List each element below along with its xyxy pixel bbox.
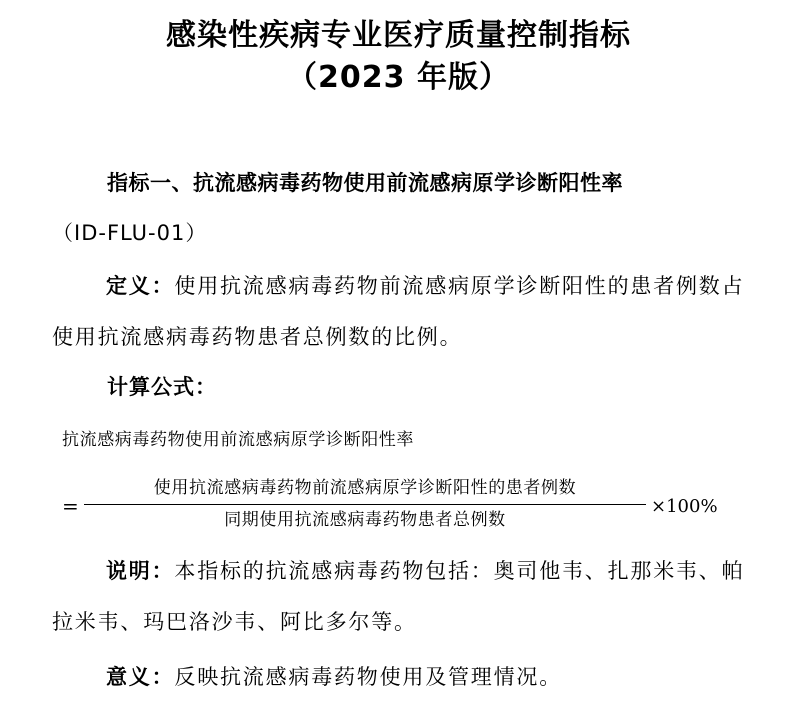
description-text: 本指标的抗流感病毒药物包括：奥司他韦、扎那米韦、帕拉米韦、玛巴洛沙韦、阿比多尔等。: [52, 559, 745, 634]
formula-equals-sign: =: [62, 494, 79, 518]
definition-label: 定义：: [106, 274, 175, 298]
meaning-paragraph: [52, 652, 752, 703]
formula-fraction: [84, 476, 646, 532]
formula-lhs: 抗流感病毒药物使用前流感病原学诊断阳性率: [62, 430, 414, 450]
indicator-id: （ID-FLU-01）: [52, 221, 208, 245]
formula-numerator: 使用抗流感病毒药物前流感病原学诊断阳性的患者例数: [153, 478, 577, 498]
document-subtitle: （2023 年版）: [287, 60, 510, 95]
meaning-text: 反映抗流感病毒药物使用及管理情况。: [174, 665, 563, 689]
formula-heading: 计算公式：: [107, 375, 217, 399]
description-paragraph: [52, 546, 752, 648]
indicator-heading: 指标一、抗流感病毒药物使用前流感病原学诊断阳性率: [107, 171, 623, 195]
meaning-label: 意义：: [106, 665, 175, 689]
formula-denominator: 同期使用抗流感病毒药物患者总例数: [224, 510, 506, 530]
definition-paragraph: [52, 261, 752, 363]
description-label: 说明：: [106, 559, 175, 583]
formula-multiplier: ×100%: [651, 496, 718, 517]
fraction-bar: [84, 504, 646, 505]
definition-text: 使用抗流感病毒药物前流感病原学诊断阳性的患者例数占使用抗流感病毒药物患者总例数的比例。: [52, 274, 745, 349]
document-title: 感染性疾病专业医疗质量控制指标: [166, 18, 631, 53]
